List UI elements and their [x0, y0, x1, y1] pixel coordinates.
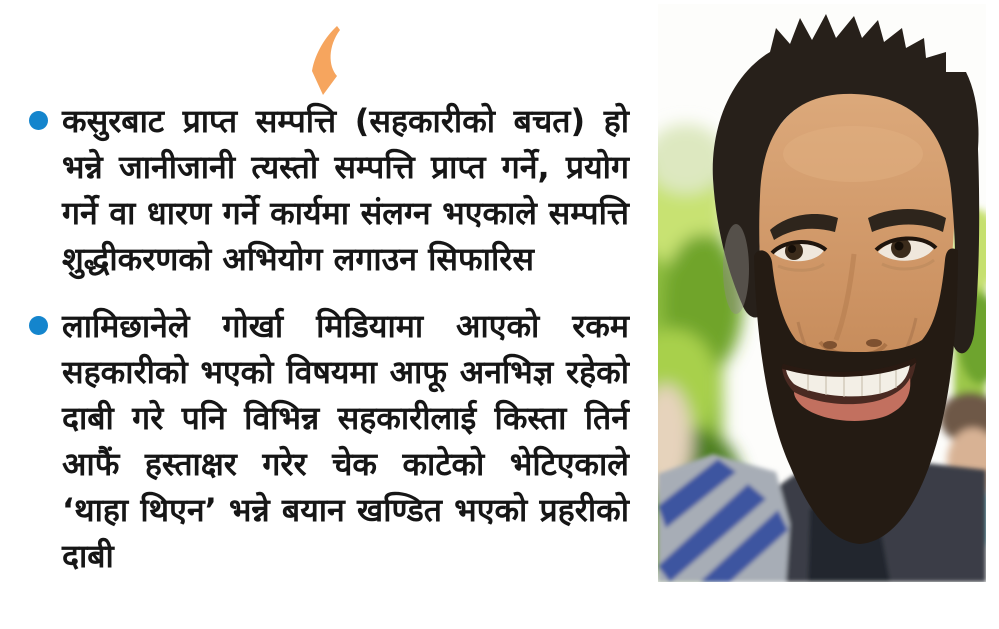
- list-item: [29, 303, 629, 579]
- bullet-dot-icon: [29, 316, 48, 335]
- portrait-photo: [658, 4, 986, 582]
- quote-mark-icon: [306, 26, 344, 96]
- bullet-text: लामिछानेले गोर्खा मिडियामा आएको रकम सहकारीको भएको विषयमा आफू अनभिज्ञ रहेको दाबी गरे पनि विभिन्न सहकारीलाई किस्ता तिर्न आफैं हस्ताक्षर गरेर चेक काटेको भेटिएकाले ‘थाहा थिएन’ भन्ने बयान खण्डित भएको प्रहरीको दाबी: [62, 307, 629, 575]
- bullet-dot-icon: [29, 111, 48, 130]
- list-item: [29, 98, 629, 282]
- portrait-photo-graphic: [658, 4, 986, 582]
- bullet-text: कसुरबाट प्राप्त सम्पत्ति (सहकारीको बचत) हो भन्ने जानीजानी त्यस्तो सम्पत्ति प्राप्त गर्ने, प्रयोग गर्ने वा धारण गर्ने कार्यमा संलग्न भएकाले सम्पत्ति शुद्धीकरणको अभियोग लगाउन सिफारिस: [62, 102, 629, 278]
- bullet-list: [29, 98, 629, 600]
